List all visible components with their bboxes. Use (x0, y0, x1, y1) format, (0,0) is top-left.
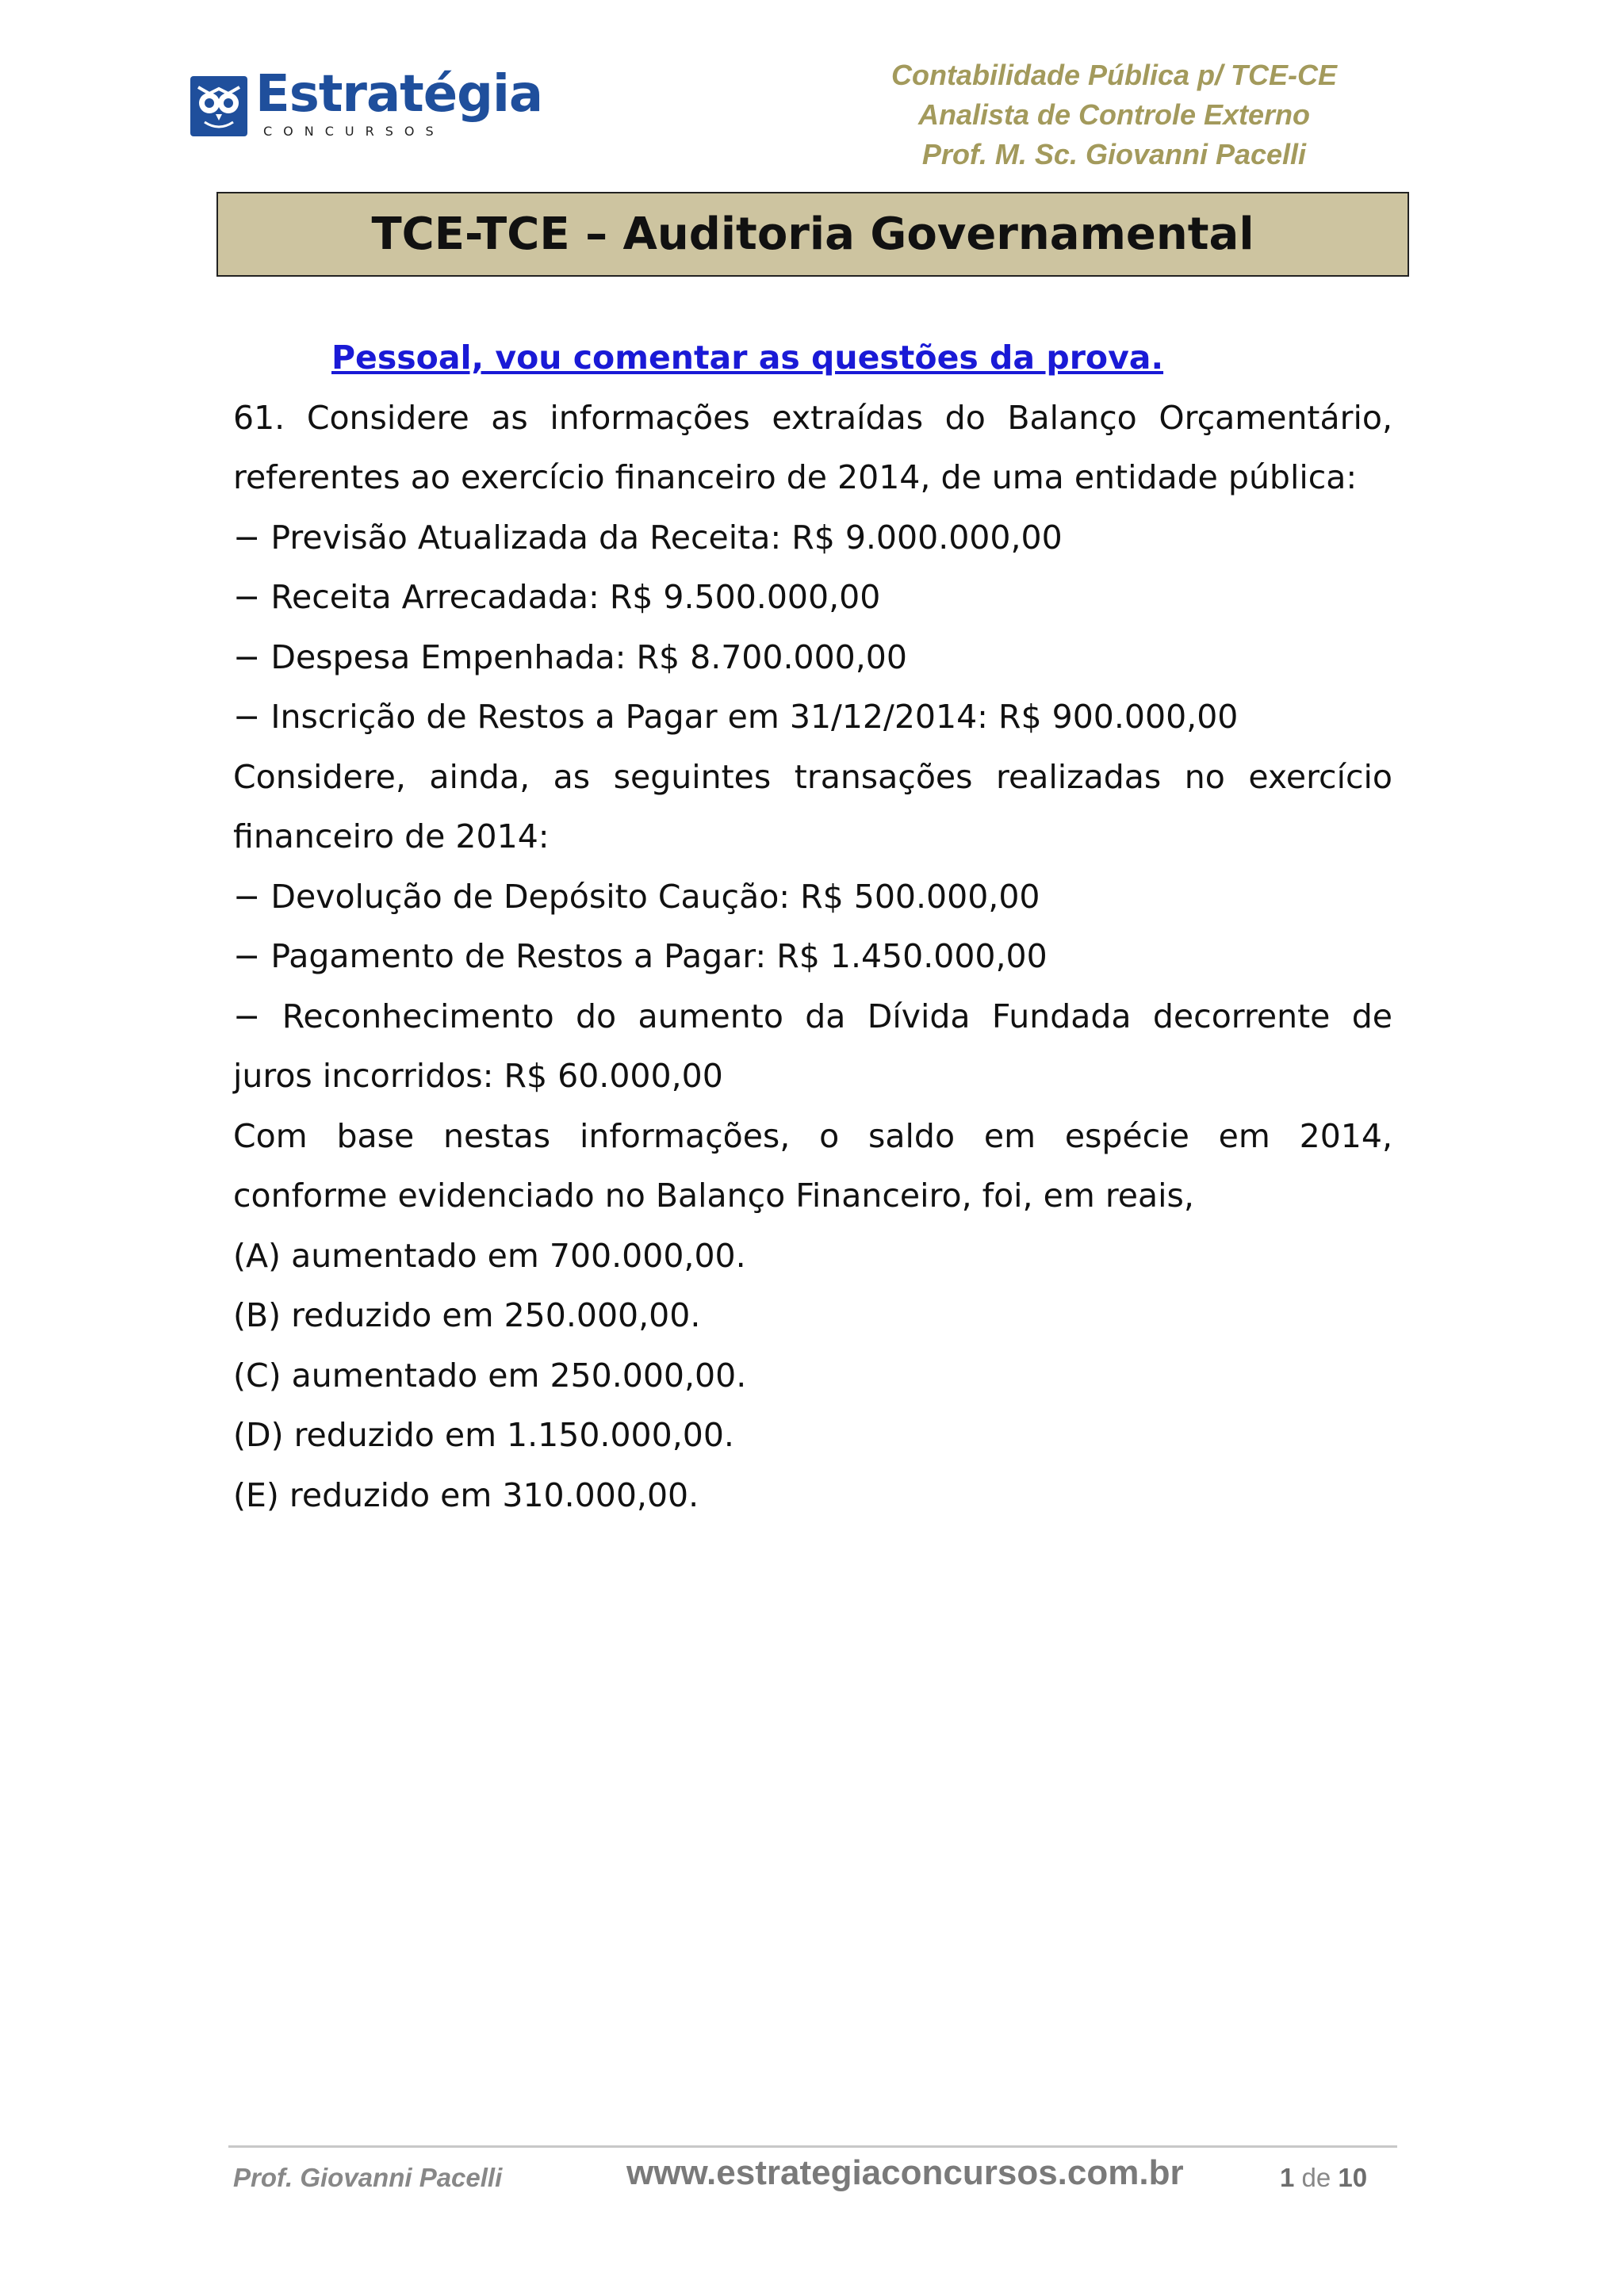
footer-divider (228, 2145, 1397, 2148)
list-item: juros incorridos: R$ 60.000,00 (233, 1057, 723, 1095)
question-line: conforme evidenciado no Balanço Financeiro, foi, em reais, (233, 1177, 1194, 1215)
page-current: 1 (1280, 2163, 1295, 2192)
intro-link[interactable]: Pessoal, vou comentar as questões da prova. (331, 339, 1164, 377)
title-banner (216, 192, 1409, 277)
answer-option-a: (A) aumentado em 700.000,00. (233, 1236, 746, 1275)
list-item: − Inscrição de Restos a Pagar em 31/12/2014: R$ 900.000,00 (233, 698, 1239, 736)
page-total: 10 (1338, 2163, 1368, 2192)
question-line: 61. Considere as informações extraídas do Balanço Orçamentário, (233, 398, 1392, 437)
question-line: Considere, ainda, as seguintes transações realizadas no exercício (233, 757, 1392, 796)
logo-subtitle: CONCURSOS (263, 124, 445, 139)
footer-website[interactable]: www.estrategiaconcursos.com.br (626, 2153, 1184, 2192)
course-position: Analista de Controle Externo (917, 98, 1311, 131)
course-professor: Prof. M. Sc. Giovanni Pacelli (921, 138, 1307, 170)
course-header (856, 55, 1372, 174)
list-item: − Despesa Empenhada: R$ 8.700.000,00 (233, 637, 907, 676)
logo-name: Estratégia (255, 65, 543, 124)
list-item: − Devolução de Depósito Caução: R$ 500.000,00 (233, 877, 1040, 916)
answer-option-c: (C) aumentado em 250.000,00. (233, 1356, 747, 1395)
footer-author: Prof. Giovanni Pacelli (233, 2163, 503, 2192)
question-line: referentes ao exercício financeiro de 2014, de uma entidade pública: (233, 458, 1358, 496)
banner-title: TCE-TCE – Auditoria Governamental (371, 209, 1254, 260)
answer-option-b: (B) reduzido em 250.000,00. (233, 1296, 701, 1334)
question-line: financeiro de 2014: (233, 817, 550, 855)
list-item: − Receita Arrecadada: R$ 9.500.000,00 (233, 578, 881, 616)
answer-option-e: (E) reduzido em 310.000,00. (233, 1475, 699, 1514)
list-item: − Pagamento de Restos a Pagar: R$ 1.450.000,00 (233, 937, 1048, 975)
question-line: Com base nestas informações, o saldo em espécie em 2014, (233, 1116, 1392, 1155)
owl-icon (190, 76, 247, 136)
question-content (233, 328, 1392, 1525)
list-item: − Previsão Atualizada da Receita: R$ 9.000.000,00 (233, 518, 1063, 557)
course-title: Contabilidade Pública p/ TCE-CE (891, 59, 1338, 91)
answer-option-d: (D) reduzido em 1.150.000,00. (233, 1416, 734, 1454)
page-number (1280, 2163, 1367, 2193)
list-item: − Reconhecimento do aumento da Dívida Fundada decorrente de (233, 997, 1392, 1035)
page-separator: de (1301, 2163, 1331, 2192)
